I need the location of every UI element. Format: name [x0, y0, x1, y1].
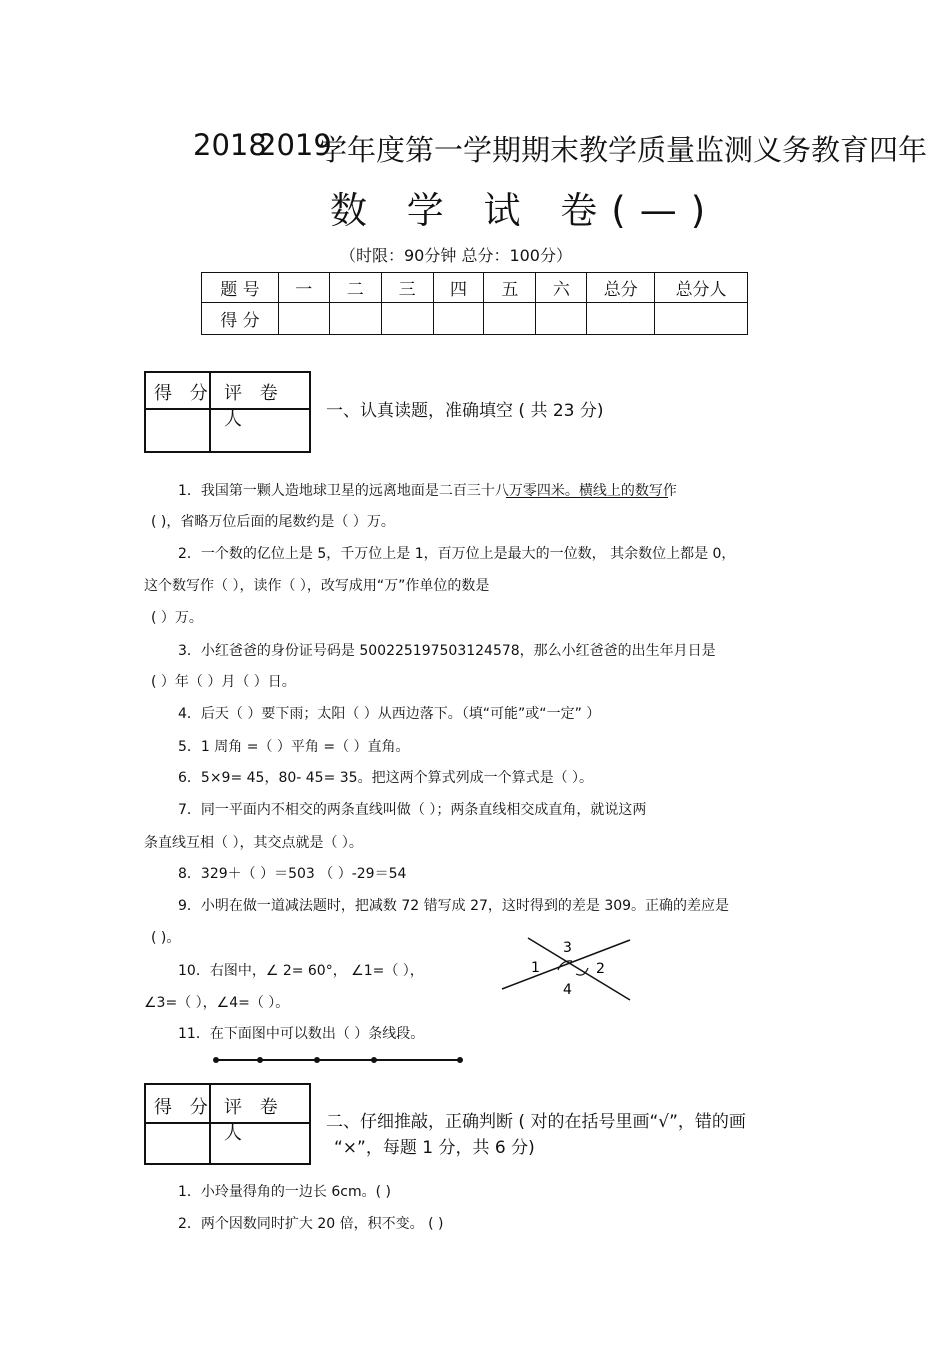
table-header-cell: 五 [484, 273, 536, 303]
title-year-a: 2018 [193, 128, 267, 162]
segment-point [257, 1057, 263, 1063]
grader-box-1 [144, 371, 311, 453]
score-cell[interactable] [381, 303, 433, 335]
score-cell[interactable] [329, 303, 381, 335]
judge-question-1: 1．小玲量得角的一边长 6cm。( ) [178, 1184, 391, 1200]
table-header-cell: 六 [536, 273, 587, 303]
grader-box-2 [144, 1083, 311, 1165]
question-10-line-1: 10．右图中，∠ 2= 60°， ∠1=（ ）， [178, 963, 424, 979]
table-header-cell: 题 号 [202, 273, 279, 303]
section-2-title-line-1: 二、仔细推敲，正确判断 ( 对的在括号里画“√”，错的画 [326, 1112, 746, 1132]
question-3-line-1: 3．小红爸爸的身份证号码是 500225197503124578，那么小红爸爸的出生年月日是 [178, 643, 716, 659]
table-header-cell: 四 [433, 273, 484, 303]
table-header-cell: 总分人 [655, 273, 748, 303]
question-2-line-1: 2．一个数的亿位上是 5，千万位上是 1，百万位上是最大的一位数， 其余数位上都是 0， [178, 546, 736, 562]
score-cell[interactable] [587, 303, 655, 335]
segment-point [213, 1057, 219, 1063]
grader-label: 评 卷 人 [224, 383, 284, 430]
question-5: 5．1 周角 =（ ）平角 =（ ）直角。 [178, 739, 410, 755]
section-1-title: 一、认真读题，准确填空 ( 共 23 分) [326, 401, 604, 421]
score-label: 得 分 [154, 383, 214, 404]
question-1-line-2: ( )，省略万位后面的尾数约是（ ）万。 [151, 514, 395, 530]
intersecting-lines-figure [498, 934, 638, 1004]
score-cell[interactable] [433, 303, 484, 335]
question-1-line-1: 1．我国第一颗人造地球卫星的远离地面是二百三十八万零四米。横线上的数写作 [178, 483, 677, 499]
score-cell[interactable] [655, 303, 748, 335]
table-header-cell: 一 [278, 273, 329, 303]
segment-point [314, 1057, 320, 1063]
question-2-line-2: 这个数写作（ ），读作（ ），改写成用“万”作单位的数是 [144, 578, 490, 594]
title-year-b: 2019 [258, 128, 332, 162]
score-label: 得 分 [154, 1097, 214, 1118]
angle-label-3: 3 [563, 940, 572, 956]
title-text: 学年度第一学期期末教学质量监测义务教育四年 [318, 133, 928, 167]
question-6: 6．5×9= 45，80- 45= 35。把这两个算式列成一个算式是（ ）。 [178, 770, 594, 786]
exam-subtitle: 数 学 试 卷(—) [330, 189, 720, 232]
score-cell[interactable] [536, 303, 587, 335]
judge-question-2: 2．两个因数同时扩大 20 倍，积不变。 ( ) [178, 1216, 444, 1232]
segment-line [216, 1059, 460, 1061]
question-7-line-2: 条直线互相（ ），其交点就是（ ）。 [144, 835, 363, 851]
question-9-line-2: ( )。 [151, 930, 181, 946]
question-10-line-2: ∠3=（ ），∠4=（ ）。 [144, 995, 290, 1011]
question-3-line-2: ( ）年（ ）月（ ）日。 [151, 674, 296, 690]
table-header-cell: 总分 [587, 273, 655, 303]
question-4: 4．后天（ ）要下雨；太阳（ ）从西边落下。（填“可能”或“一定” ） [178, 706, 601, 722]
question-1-underline [506, 497, 668, 498]
segment-point [371, 1057, 377, 1063]
score-table [201, 272, 748, 335]
question-9-line-1: 9．小明在做一道减法题时，把减数 72 错写成 27，这时得到的差是 309。正确的差应是 [178, 898, 730, 914]
question-7-line-1: 7．同一平面内不相交的两条直线叫做（ ）；两条直线相交成直角，就说这两 [178, 802, 647, 818]
table-header-cell: 二 [329, 273, 381, 303]
question-2-line-3: ( ）万。 [151, 610, 203, 626]
table-header-cell: 三 [381, 273, 433, 303]
question-11: 11．在下面图中可以数出（ ）条线段。 [178, 1026, 425, 1042]
table-row-label: 得 分 [202, 303, 279, 335]
angle-label-4: 4 [563, 982, 572, 998]
score-cell[interactable] [484, 303, 536, 335]
score-cell[interactable] [278, 303, 329, 335]
section-2-title-line-2: “×”，每题 1 分，共 6 分) [334, 1138, 535, 1158]
time-limit-note: （时限：90分钟 总分：100分） [340, 246, 572, 265]
grader-label: 评 卷 人 [224, 1097, 284, 1144]
question-8: 8．329＋（ ）＝503 （ ）-29＝54 [178, 866, 407, 882]
segment-point [457, 1057, 463, 1063]
angle-label-2: 2 [596, 961, 605, 977]
angle-label-1: 1 [531, 960, 540, 976]
